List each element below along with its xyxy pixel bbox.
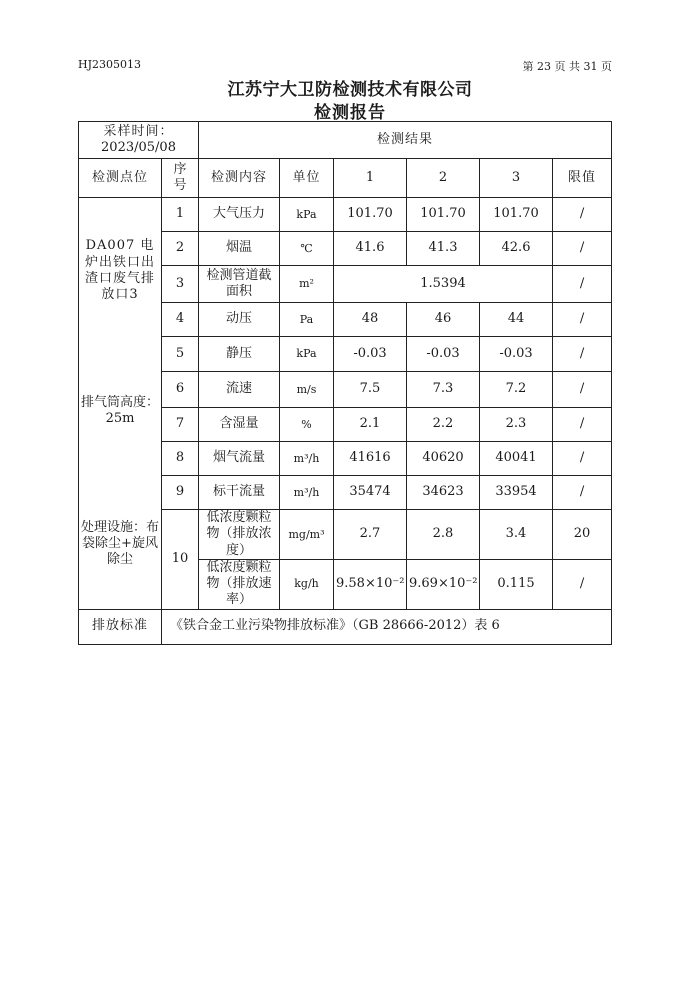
value-1: 101.70: [334, 198, 407, 232]
item: 流速: [199, 372, 280, 408]
value-1: 41616: [334, 442, 407, 476]
item: 大气压力: [199, 198, 280, 232]
limit: /: [553, 337, 612, 372]
value-2: 9.69×10⁻²: [407, 559, 480, 609]
col-run-3: 3: [480, 159, 553, 198]
standard-text: 《铁合金工业污染物排放标准》（GB 28666-2012）表 6: [162, 609, 612, 644]
limit: 20: [553, 510, 612, 560]
value-3: 42.6: [480, 232, 553, 266]
value-1: 35474: [334, 476, 407, 510]
table-row: [79, 198, 612, 232]
value-3: 2.3: [480, 408, 553, 442]
item: 低浓度颗粒物（排放速率）: [199, 559, 280, 609]
limit: /: [553, 266, 612, 303]
value-2: 101.70: [407, 198, 480, 232]
value-3: 40041: [480, 442, 553, 476]
value-1: 2.7: [334, 510, 407, 560]
limit: /: [553, 408, 612, 442]
limit: /: [553, 303, 612, 337]
value-2: 2.2: [407, 408, 480, 442]
seq: 1: [162, 198, 199, 232]
value-3: -0.03: [480, 337, 553, 372]
unit: Pa: [280, 303, 334, 337]
unit: ℃: [280, 232, 334, 266]
point-cell: [79, 198, 162, 610]
value-1: 7.5: [334, 372, 407, 408]
col-item: 检测内容: [199, 159, 280, 198]
col-unit: 单位: [280, 159, 334, 198]
unit: kg/h: [280, 559, 334, 609]
col-seq-2: 号: [173, 178, 187, 193]
sample-time-cell: [79, 122, 199, 159]
limit: /: [553, 372, 612, 408]
value-3: 3.4: [480, 510, 553, 560]
stack-height: 排气筒高度：25m: [81, 395, 160, 427]
value-1: 9.58×10⁻²: [334, 559, 407, 609]
unit: kPa: [280, 198, 334, 232]
seq: 8: [162, 442, 199, 476]
col-run-2: 2: [407, 159, 480, 198]
standard-row: [79, 609, 612, 644]
item: 检测管道截面积: [199, 266, 280, 303]
merged-value: 1.5394: [334, 266, 553, 303]
sample-time-label: 采样时间：: [103, 123, 174, 139]
col-seq-1: 序: [173, 161, 187, 177]
value-2: 41.3: [407, 232, 480, 266]
value-3: 33954: [480, 476, 553, 510]
value-3: 0.115: [480, 559, 553, 609]
sample-date: 2023/05/08: [101, 140, 176, 155]
point-name: DA007 电炉出铁口出渣口废气排放口3: [84, 238, 155, 302]
col-seq: [162, 159, 199, 198]
sample-time-row: [79, 122, 612, 159]
item: 烟气流量: [199, 442, 280, 476]
value-1: -0.03: [334, 337, 407, 372]
column-header-row: [79, 159, 612, 198]
limit: /: [553, 198, 612, 232]
seq: 5: [162, 337, 199, 372]
seq: 10: [162, 510, 199, 610]
value-2: 7.3: [407, 372, 480, 408]
results-header: 检测结果: [199, 122, 612, 159]
standard-label: 排放标准: [79, 609, 162, 644]
unit: %: [280, 408, 334, 442]
item: 烟温: [199, 232, 280, 266]
unit: m³/h: [280, 476, 334, 510]
value-2: 40620: [407, 442, 480, 476]
seq: 4: [162, 303, 199, 337]
seq: 3: [162, 266, 199, 303]
seq: 2: [162, 232, 199, 266]
item: 低浓度颗粒物（排放浓度）: [199, 510, 280, 560]
seq: 6: [162, 372, 199, 408]
value-3: 101.70: [480, 198, 553, 232]
item: 动压: [199, 303, 280, 337]
unit: kPa: [280, 337, 334, 372]
report-number: HJ2305013: [78, 58, 141, 71]
results-table: [78, 121, 612, 645]
item: 标干流量: [199, 476, 280, 510]
unit: m²: [280, 266, 334, 303]
limit: /: [553, 559, 612, 609]
value-3: 7.2: [480, 372, 553, 408]
seq: 9: [162, 476, 199, 510]
value-3: 44: [480, 303, 553, 337]
value-2: 46: [407, 303, 480, 337]
item: 静压: [199, 337, 280, 372]
col-limit: 限值: [553, 159, 612, 198]
item: 含湿量: [199, 408, 280, 442]
value-2: -0.03: [407, 337, 480, 372]
value-1: 48: [334, 303, 407, 337]
limit: /: [553, 442, 612, 476]
unit: mg/m³: [280, 510, 334, 560]
treatment: 处理设施：布袋除尘+旋风除尘: [81, 519, 160, 567]
company-name: 江苏宁大卫防检测技术有限公司: [227, 80, 473, 100]
seq: 7: [162, 408, 199, 442]
col-point: 检测点位: [79, 159, 162, 198]
value-1: 41.6: [334, 232, 407, 266]
document-title: 检测报告: [314, 103, 386, 123]
value-2: 34623: [407, 476, 480, 510]
unit: m³/h: [280, 442, 334, 476]
limit: /: [553, 232, 612, 266]
limit: /: [553, 476, 612, 510]
unit: m/s: [280, 372, 334, 408]
value-2: 2.8: [407, 510, 480, 560]
page-info: 第 23 页 共 31 页: [522, 60, 612, 73]
value-1: 2.1: [334, 408, 407, 442]
col-run-1: 1: [334, 159, 407, 198]
